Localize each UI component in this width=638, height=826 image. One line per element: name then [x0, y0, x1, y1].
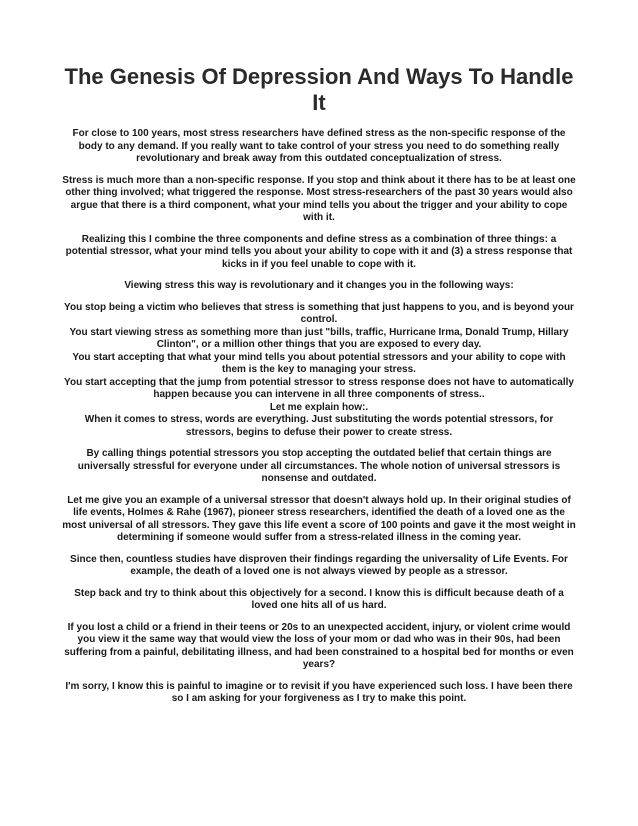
paragraph: I'm sorry, I know this is painful to imagine or to revisit if you have experienced such loss. I have been there so I am asking for your forgiveness as I try to make this point.: [65, 680, 573, 704]
paragraph: Viewing stress this way is revolutionary and it changes you in the following ways:: [124, 280, 514, 291]
document-body: [60, 128, 578, 706]
list-line: You start viewing stress as something more than just "bills, traffic, Hurricane Irma, Donald Trump, Hillary Clinton", or a million other things that you are exposed to every day.: [69, 326, 569, 350]
change-list: [60, 302, 578, 440]
paragraph: For close to 100 years, most stress researchers have defined stress as the non-specific response of the body to any demand. If you really want to take control of your stress you need to do something really revolutionary and break away from this outdated conceptualization of stress.: [72, 128, 566, 164]
paragraph: Let me give you an example of a universal stressor that doesn't always hold up. In their original studies of life events, Holmes & Rahe (1967), pioneer stress researchers, identified the death of a loved one as the most universal of all stressors. They gave this life event a score of 100 points and gave it the most weight in determining if someone would suffer from a stress-related illness in the coming year.: [62, 494, 576, 543]
paragraph: Realizing this I combine the three components and define stress as a combination of three things: a potential stressor, what your mind tells you about your ability to cope with it and (3) a stress response that kicks in if you feel unable to cope with it.: [65, 233, 573, 270]
list-line: You stop being a victim who believes that stress is something that just happens to you, and is beyond your control.: [64, 301, 574, 325]
paragraph: If you lost a child or a friend in their teens or 20s to an unexpected accident, injury, or violent crime would you view it the same way that would view the loss of your mom or dad who was in their 90s, had been suffering from a painful, debilitating illness, and had been constrained to a hospital bed for months or even years?: [64, 621, 574, 670]
paragraph: By calling things potential stressors you stop accepting the outdated belief that certain things are universally stressful for everyone under all circumstances. The whole notion of universal stressors is nonsense and outdated.: [77, 448, 561, 484]
list-line: You start accepting that the jump from potential stressor to stress response does not have to automatically happen because you can intervene in all three components of stress..: [64, 376, 574, 400]
paragraph: Step back and try to think about this objectively for a second. I know this is difficult because death of a loved one hits all of us hard.: [74, 587, 564, 611]
list-line: Let me explain how:.: [269, 401, 369, 413]
list-line: You start accepting that what your mind tells you about potential stressors and your ability to cope with them is the key to managing your stress.: [72, 351, 566, 375]
document-title: The Genesis Of Depression And Ways To Handle It: [64, 64, 574, 115]
paragraph: Stress is much more than a non-specific response. If you stop and think about it there has to be at least one other thing involved; what triggered the response. Most stress-researchers of the past 30 years would also argue that there is a third component, what your mind tells you about the trigger and your ability to cope with it.: [62, 174, 576, 223]
list-line: When it comes to stress, words are everything. Just substituting the words potential stressors, for stressors, begins to defuse their power to create stress.: [84, 414, 554, 438]
paragraph: Since then, countless studies have disproven their findings regarding the universality of Life Events. For example, the death of a loved one is not always viewed by people as a stressor.: [70, 553, 568, 577]
